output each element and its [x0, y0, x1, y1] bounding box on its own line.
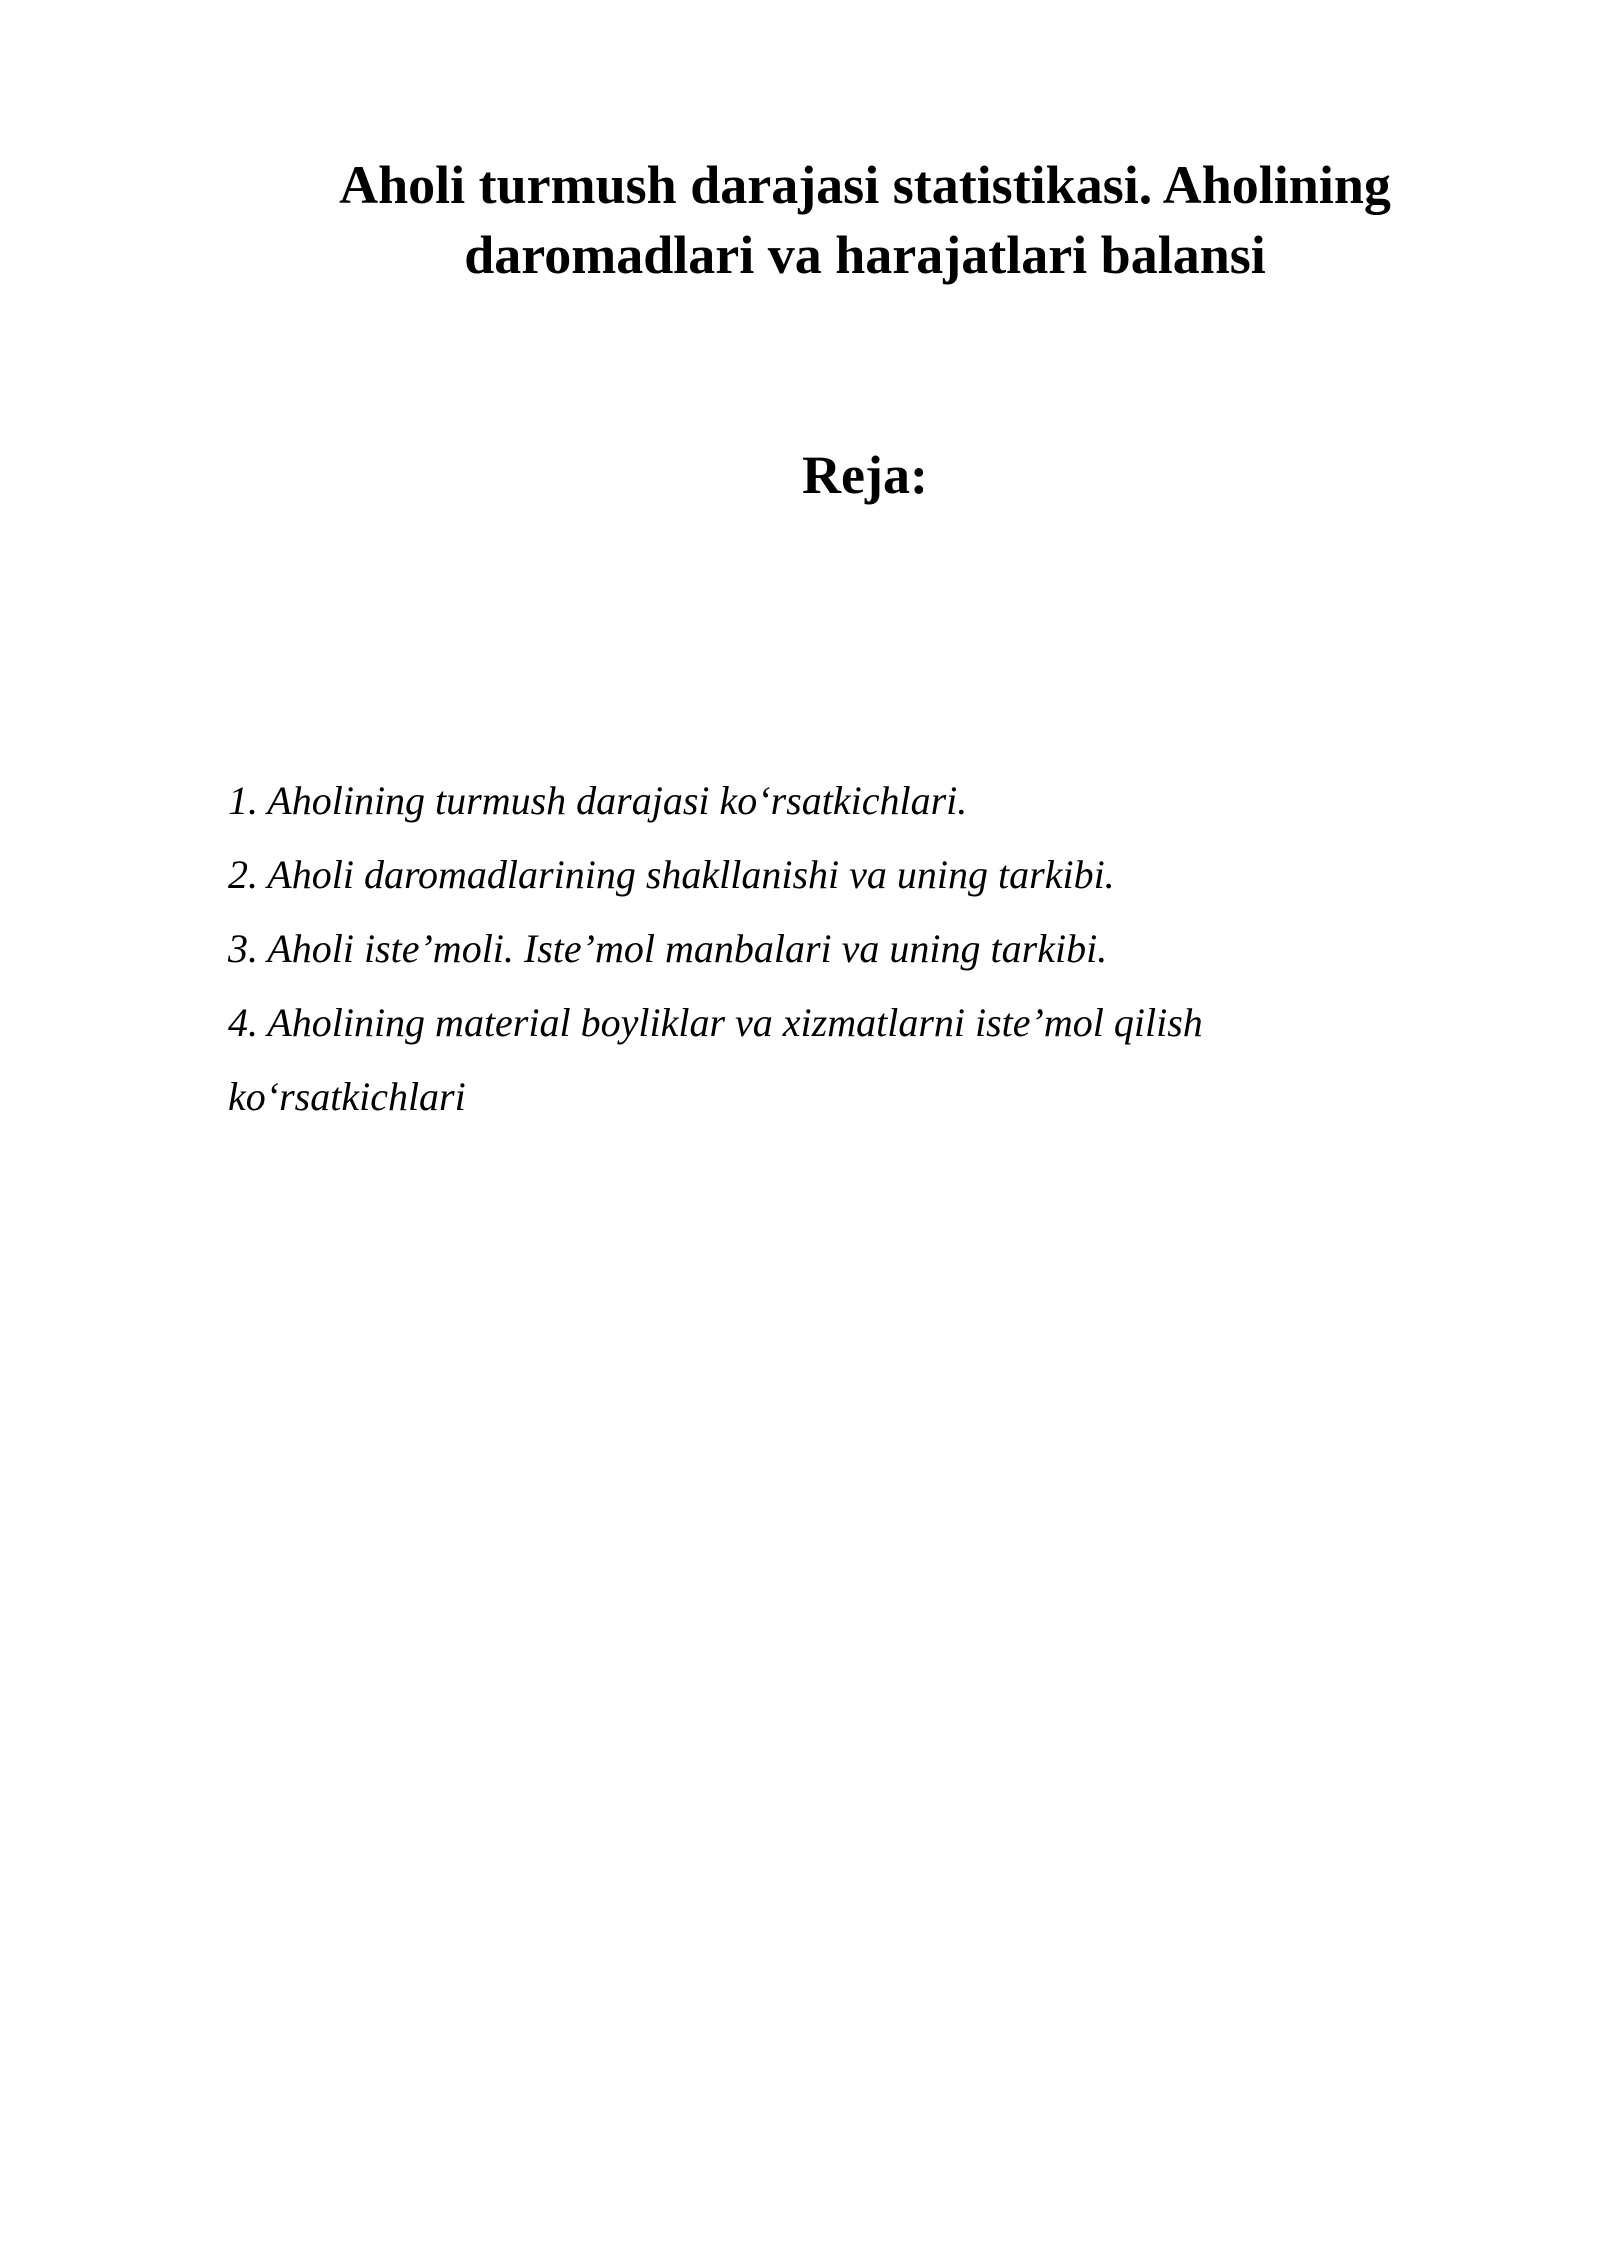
plan-item: 3. Aholi iste’moli. Iste’mol manbalari va uning tarkibi.: [228, 926, 1108, 971]
plan-list: [228, 764, 1378, 1134]
document-title-line-2: daromadlari va harajatlari balansi: [464, 225, 1266, 285]
document-title-line-1: Aholi turmush darajasi statistikasi. Aholining: [339, 155, 1391, 215]
plan-item: 1. Aholining turmush darajasi ko‘rsatkichlari.: [228, 778, 968, 823]
plan-heading: Reja:: [802, 445, 928, 505]
plan-item: 2. Aholi daromadlarining shakllanishi va uning tarkibi.: [228, 852, 1115, 897]
document-title: [240, 150, 1490, 290]
plan-item: 4. Aholining material boyliklar va xizmatlarni iste’mol qilish ko‘rsatkichlari: [228, 1000, 1203, 1119]
